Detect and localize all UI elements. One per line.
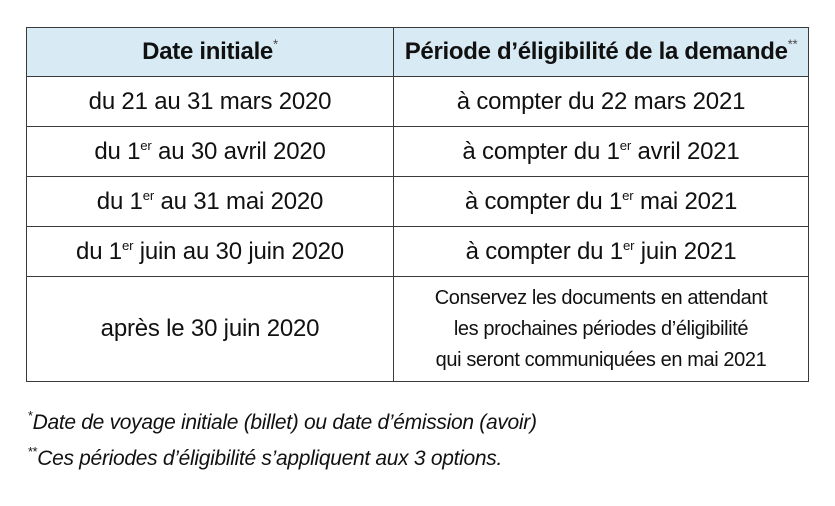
cell-text: du 1 [76, 237, 122, 265]
table-row [27, 227, 809, 277]
cell-text: du 21 au 31 mars 2020 [88, 87, 332, 115]
cell-initial-date [27, 227, 394, 277]
header-initial-date [27, 28, 394, 77]
footnote-text: Ces périodes d’éligibilité s’appliquent aux 3 options. [37, 447, 502, 470]
footnotes [28, 405, 808, 477]
footnote [28, 405, 808, 441]
cell-initial-date [27, 127, 394, 177]
cell-text: du 1 [96, 187, 143, 215]
cell-eligibility-period [394, 277, 809, 382]
header-row [27, 28, 809, 77]
cell-sup: er [622, 237, 635, 253]
cell-text: au 31 mai 2020 [154, 187, 324, 215]
cell-text: à compter du 1 [465, 237, 623, 265]
cell-text: au 30 avril 2020 [151, 137, 326, 165]
table-body [27, 77, 809, 382]
cell-text: à compter du 1 [464, 187, 623, 215]
table-row [27, 127, 809, 177]
header-initial-date-label: Date initiale [142, 38, 273, 65]
cell-eligibility-period [394, 177, 809, 227]
cell-initial-date [27, 177, 394, 227]
table-row [27, 277, 809, 382]
cell-initial-date: après le 30 juin 2020 [27, 277, 394, 382]
cell-sup: er [140, 137, 152, 153]
cell-text: mai 2021 [633, 187, 738, 215]
table-header [27, 28, 809, 77]
cell-eligibility-period [394, 227, 809, 277]
cell-sup: er [142, 187, 155, 203]
cell-sup: er [121, 237, 134, 253]
table-row [27, 77, 809, 127]
footnote-mark: ** [28, 445, 38, 460]
footnote-text: Date de voyage initiale (billet) ou date d’émission (avoir) [32, 411, 537, 434]
cell-text: juin au 30 juin 2020 [133, 237, 344, 265]
cell-line: Conservez les documents en attendant [434, 286, 768, 309]
cell-text: avril 2021 [631, 137, 740, 165]
cell-text: à compter du 22 mars 2021 [456, 87, 746, 115]
cell-eligibility-period [394, 77, 809, 127]
cell-text: à compter du 1 [462, 137, 620, 165]
cell-initial-date [27, 77, 394, 127]
header-eligibility-period-label: Période d’éligibilité de la demande [404, 38, 788, 65]
footnote-mark: * [28, 409, 33, 424]
cell-sup: er [619, 137, 632, 153]
table-row [27, 177, 809, 227]
cell-line: les prochaines périodes d’éligibilité [453, 317, 749, 340]
header-eligibility-period [394, 28, 809, 77]
cell-line: qui seront communiquées en mai 2021 [435, 348, 767, 371]
header-eligibility-period-mark: ** [787, 36, 798, 52]
header-initial-date-mark: * [272, 36, 278, 52]
cell-text: du 1 [94, 137, 141, 165]
cell-sup: er [622, 187, 634, 203]
eligibility-table [26, 27, 809, 382]
cell-text: juin 2021 [634, 237, 737, 265]
cell-eligibility-period [394, 127, 809, 177]
footnote [28, 441, 808, 477]
